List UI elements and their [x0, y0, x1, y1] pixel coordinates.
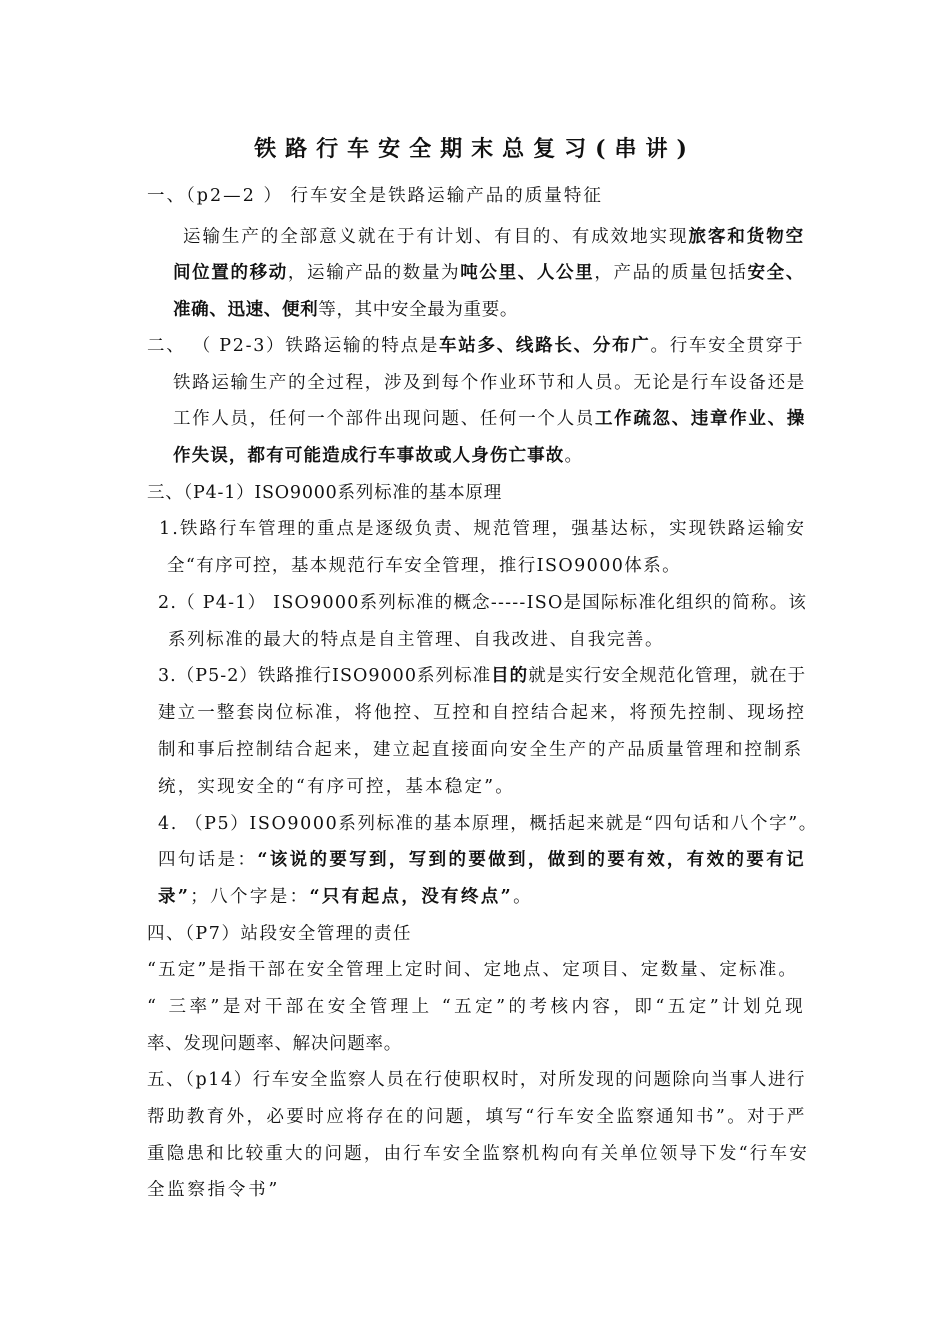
text: 四、（P7）站段安全管理的责任	[147, 924, 413, 944]
bold-text: 作失误，都有可能造成行车事故或人身伤亡事故	[173, 446, 565, 466]
text: 运输生产的全部意义就在于有计划、有目的、有成效地实现	[183, 227, 689, 247]
text: 3.（P5-2）铁路推行ISO9000系列标准	[158, 666, 492, 686]
text: 1.铁路行车管理的重点是逐级负责、规范管理，强基达标，实现铁路运输安	[159, 519, 807, 539]
text: 全监察指令书”	[147, 1180, 280, 1200]
body-line	[147, 333, 804, 359]
bold-text: “只有起点，没有终点”	[309, 887, 514, 907]
text: 系列标准的最大的特点是自主管理、自我改进、自我完善。	[168, 630, 665, 650]
bold-text: 间位置的移动	[173, 263, 288, 283]
text: 制和事后控制结合起来，建立起直接面向安全生产的产品质量管理和控制系	[158, 740, 804, 760]
body-line	[147, 480, 502, 506]
body-line	[147, 1067, 806, 1093]
bold-text: “该说的要写到，写到的要做到，做到的要有效，有效的要有记	[257, 850, 806, 870]
text: 帮助教育外，必要时应将存在的问题，填写“行车安全监察通知书”。对于严	[147, 1107, 807, 1127]
text: 二、 （ P2-3）铁路运输的特点是	[147, 336, 440, 356]
body-line	[147, 1104, 807, 1130]
body-line	[173, 260, 805, 286]
text: 一、（p2—2 ） 行车安全是铁路运输产品的质量特征	[147, 186, 603, 206]
text: 率、发现问题率、解决问题率。	[147, 1034, 402, 1054]
bold-text: 准确、迅速、便利	[173, 300, 319, 320]
body-line	[167, 553, 681, 579]
text: 2.（ P4-1） ISO9000系列标准的概念-----ISO是国际标准化组织的简称。该	[158, 593, 808, 613]
text: “ 三率”是对干部在安全管理上 “五定”的考核内容，即“五定”计划兑现	[147, 997, 807, 1017]
text: 重隐患和比较重大的问题，由行车安全监察机构向有关单位领导下发“行车安	[147, 1144, 809, 1164]
body-line	[147, 994, 806, 1020]
text: 就是实行安全规范化管理，就在于	[528, 666, 807, 686]
bold-text: 吨公里、人公里	[460, 263, 595, 283]
body-line	[158, 700, 806, 726]
bold-text: 工作疏忽、违章作业、操	[594, 409, 806, 429]
text: 建立一整套岗位标准，将他控、互控和自控结合起来，将预先控制、现场控	[158, 703, 807, 723]
body-line	[173, 443, 583, 469]
text: 统，实现安全的“有序可控，基本稳定”。	[158, 777, 516, 797]
body-line	[147, 183, 603, 209]
bold-text: 车站多、线路长、分布广	[439, 336, 651, 356]
body-line	[158, 774, 515, 800]
body-line	[147, 921, 412, 947]
text: 等，其中安全最为重要。	[318, 300, 519, 320]
text: 五、（p14）行车安全监察人员在行使职权时，对所发现的问题除向当事人进行	[147, 1070, 807, 1090]
text: 。	[564, 446, 584, 466]
text: ，产品的质量包括	[594, 263, 748, 283]
text: ；八个字是：	[190, 887, 310, 907]
text: 工作人员，任何一个部件出现问题、任何一个人员	[173, 409, 595, 429]
bold-text: 目的	[491, 666, 529, 686]
text: 。行车安全贯穿于	[650, 336, 805, 356]
text: 4. （P5）ISO9000系列标准的基本原理，概括起来就是“四句话和八个字”。	[158, 814, 818, 834]
text: 铁路运输生产的全过程，涉及到每个作业环节和人员。无论是行车设备还是	[173, 373, 806, 393]
bold-text: 录”	[158, 887, 191, 907]
body-line	[158, 663, 806, 689]
body-line	[173, 406, 806, 432]
text: 全“有序可控，基本规范行车安全管理，推行ISO9000体系。	[167, 556, 682, 576]
text: 三、（P4-1）ISO9000系列标准的基本原理	[147, 483, 502, 503]
body-line	[158, 590, 807, 616]
body-line	[158, 811, 818, 837]
bold-text: 旅客和货物空	[688, 227, 806, 247]
body-line	[147, 957, 798, 983]
body-line	[147, 1177, 280, 1203]
body-line	[159, 516, 806, 542]
body-line	[173, 370, 806, 396]
text: 。	[513, 887, 533, 907]
body-line	[158, 847, 806, 873]
body-line	[158, 884, 533, 910]
bold-text: 安全、	[747, 263, 805, 283]
body-line	[183, 224, 805, 250]
body-line	[147, 1141, 809, 1167]
text: “五定”是指干部在安全管理上定时间、定地点、定项目、定数量、定标准。	[147, 960, 798, 980]
text: ，运输产品的数量为	[287, 263, 461, 283]
document-title: 铁路行车安全期末总复习(串讲)	[254, 136, 696, 162]
body-line	[147, 1031, 402, 1057]
body-line	[158, 737, 803, 763]
body-line	[168, 627, 664, 653]
text: 四句话是：	[158, 850, 258, 870]
body-line	[173, 297, 518, 323]
